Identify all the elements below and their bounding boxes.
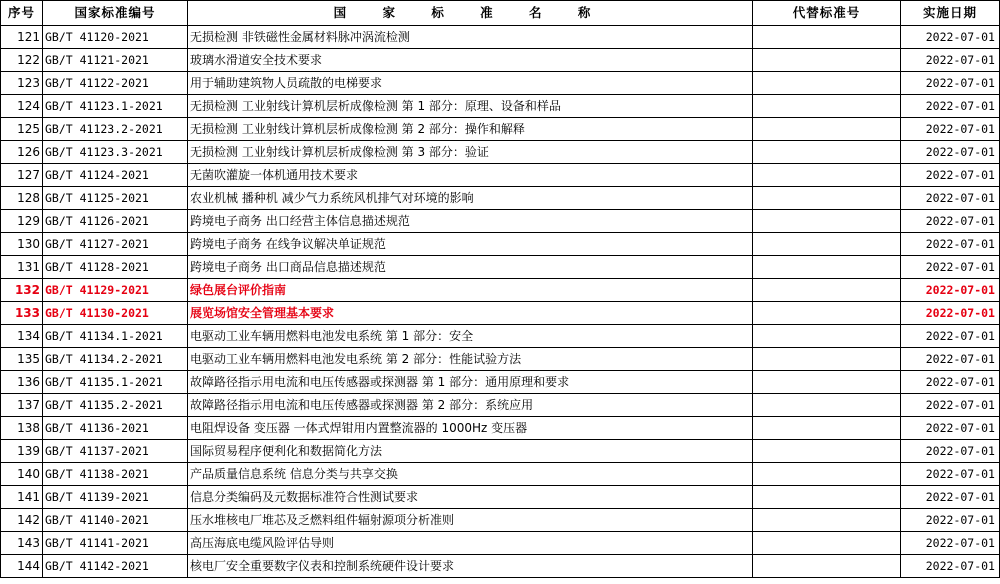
row-code: GB/T 41129-2021: [43, 279, 188, 302]
row-seq: 122: [1, 49, 43, 72]
row-date: 2022-07-01: [901, 141, 1000, 164]
row-date: 2022-07-01: [901, 463, 1000, 486]
row-code: GB/T 41140-2021: [43, 509, 188, 532]
row-date: 2022-07-01: [901, 49, 1000, 72]
row-seq: 133: [1, 302, 43, 325]
row-name: 跨境电子商务 出口商品信息描述规范: [188, 256, 753, 279]
row-replaced: [753, 509, 901, 532]
row-seq: 135: [1, 348, 43, 371]
row-replaced: [753, 26, 901, 49]
row-name: 产品质量信息系统 信息分类与共享交换: [188, 463, 753, 486]
row-name: 无菌吹灌旋一体机通用技术要求: [188, 164, 753, 187]
row-name: 无损检测 非铁磁性金属材料脉冲涡流检测: [188, 26, 753, 49]
row-code: GB/T 41135.1-2021: [43, 371, 188, 394]
row-code: GB/T 41134.1-2021: [43, 325, 188, 348]
row-seq: 123: [1, 72, 43, 95]
table-row: [1, 210, 1000, 233]
row-code: GB/T 41136-2021: [43, 417, 188, 440]
row-name: 无损检测 工业射线计算机层析成像检测 第 3 部分：验证: [188, 141, 753, 164]
row-seq: 139: [1, 440, 43, 463]
row-seq: 129: [1, 210, 43, 233]
row-replaced: [753, 95, 901, 118]
row-seq: 127: [1, 164, 43, 187]
row-replaced: [753, 187, 901, 210]
row-date: 2022-07-01: [901, 325, 1000, 348]
row-name: 跨境电子商务 在线争议解决单证规范: [188, 233, 753, 256]
row-name: 故障路径指示用电流和电压传感器或探测器 第 2 部分：系统应用: [188, 394, 753, 417]
row-date: 2022-07-01: [901, 233, 1000, 256]
row-name: 高压海底电缆风险评估导则: [188, 532, 753, 555]
row-date: 2022-07-01: [901, 210, 1000, 233]
row-date: 2022-07-01: [901, 279, 1000, 302]
row-date: 2022-07-01: [901, 394, 1000, 417]
row-code: GB/T 41123.1-2021: [43, 95, 188, 118]
table-row: [1, 555, 1000, 578]
row-name: 电驱动工业车辆用燃料电池发电系统 第 1 部分：安全: [188, 325, 753, 348]
header-replaced: 代替标准号: [753, 1, 901, 26]
table-row: [1, 26, 1000, 49]
row-name: 无损检测 工业射线计算机层析成像检测 第 1 部分：原理、设备和样品: [188, 95, 753, 118]
row-name: 绿色展台评价指南: [188, 279, 753, 302]
row-seq: 128: [1, 187, 43, 210]
row-replaced: [753, 279, 901, 302]
row-date: 2022-07-01: [901, 26, 1000, 49]
table-body: [1, 26, 1000, 578]
row-date: 2022-07-01: [901, 118, 1000, 141]
table-row: [1, 348, 1000, 371]
row-code: GB/T 41126-2021: [43, 210, 188, 233]
table-row: [1, 532, 1000, 555]
row-replaced: [753, 256, 901, 279]
row-date: 2022-07-01: [901, 164, 1000, 187]
row-seq: 131: [1, 256, 43, 279]
row-date: 2022-07-01: [901, 486, 1000, 509]
row-seq: 138: [1, 417, 43, 440]
table-row: [1, 72, 1000, 95]
row-code: GB/T 41139-2021: [43, 486, 188, 509]
header-date: 实施日期: [901, 1, 1000, 26]
row-date: 2022-07-01: [901, 302, 1000, 325]
row-code: GB/T 41142-2021: [43, 555, 188, 578]
row-replaced: [753, 348, 901, 371]
table-row: [1, 302, 1000, 325]
row-seq: 143: [1, 532, 43, 555]
row-name: 电阻焊设备 变压器 一体式焊钳用内置整流器的 1000Hz 变压器: [188, 417, 753, 440]
row-replaced: [753, 440, 901, 463]
row-code: GB/T 41123.2-2021: [43, 118, 188, 141]
header-code: 国家标准编号: [43, 1, 188, 26]
row-replaced: [753, 371, 901, 394]
row-code: GB/T 41127-2021: [43, 233, 188, 256]
row-seq: 130: [1, 233, 43, 256]
row-seq: 136: [1, 371, 43, 394]
row-replaced: [753, 325, 901, 348]
row-name: 跨境电子商务 出口经营主体信息描述规范: [188, 210, 753, 233]
row-seq: 141: [1, 486, 43, 509]
row-name: 用于辅助建筑物人员疏散的电梯要求: [188, 72, 753, 95]
row-name: 信息分类编码及元数据标准符合性测试要求: [188, 486, 753, 509]
row-replaced: [753, 210, 901, 233]
row-seq: 132: [1, 279, 43, 302]
row-name: 无损检测 工业射线计算机层析成像检测 第 2 部分：操作和解释: [188, 118, 753, 141]
row-seq: 125: [1, 118, 43, 141]
row-seq: 142: [1, 509, 43, 532]
row-code: GB/T 41138-2021: [43, 463, 188, 486]
table-row: [1, 49, 1000, 72]
row-replaced: [753, 463, 901, 486]
row-name: 故障路径指示用电流和电压传感器或探测器 第 1 部分：通用原理和要求: [188, 371, 753, 394]
row-date: 2022-07-01: [901, 95, 1000, 118]
table-header-row: [1, 1, 1000, 26]
table-row: [1, 118, 1000, 141]
table-row: [1, 486, 1000, 509]
row-replaced: [753, 394, 901, 417]
row-code: GB/T 41141-2021: [43, 532, 188, 555]
table-row: [1, 187, 1000, 210]
row-seq: 137: [1, 394, 43, 417]
row-date: 2022-07-01: [901, 509, 1000, 532]
row-seq: 144: [1, 555, 43, 578]
row-replaced: [753, 49, 901, 72]
table-row: [1, 164, 1000, 187]
table-row: [1, 371, 1000, 394]
row-code: GB/T 41125-2021: [43, 187, 188, 210]
row-seq: 121: [1, 26, 43, 49]
row-replaced: [753, 417, 901, 440]
row-replaced: [753, 233, 901, 256]
header-name: 国 家 标 准 名 称: [188, 1, 753, 26]
row-code: GB/T 41134.2-2021: [43, 348, 188, 371]
row-code: GB/T 41121-2021: [43, 49, 188, 72]
header-seq: 序号: [1, 1, 43, 26]
table-row: [1, 394, 1000, 417]
row-replaced: [753, 141, 901, 164]
row-replaced: [753, 486, 901, 509]
row-name: 国际贸易程序便利化和数据简化方法: [188, 440, 753, 463]
row-date: 2022-07-01: [901, 348, 1000, 371]
row-replaced: [753, 532, 901, 555]
row-name: 核电厂安全重要数字仪表和控制系统硬件设计要求: [188, 555, 753, 578]
row-code: GB/T 41124-2021: [43, 164, 188, 187]
table-row: [1, 417, 1000, 440]
table-row: [1, 509, 1000, 532]
row-date: 2022-07-01: [901, 555, 1000, 578]
row-date: 2022-07-01: [901, 187, 1000, 210]
row-name: 农业机械 播种机 减少气力系统风机排气对环境的影响: [188, 187, 753, 210]
table-row: [1, 463, 1000, 486]
row-seq: 124: [1, 95, 43, 118]
row-date: 2022-07-01: [901, 72, 1000, 95]
row-code: GB/T 41128-2021: [43, 256, 188, 279]
row-replaced: [753, 164, 901, 187]
table-row: [1, 256, 1000, 279]
table-row: [1, 279, 1000, 302]
row-name: 展览场馆安全管理基本要求: [188, 302, 753, 325]
row-code: GB/T 41130-2021: [43, 302, 188, 325]
row-date: 2022-07-01: [901, 256, 1000, 279]
row-code: GB/T 41120-2021: [43, 26, 188, 49]
row-name: 玻璃水滑道安全技术要求: [188, 49, 753, 72]
table-row: [1, 95, 1000, 118]
row-name: 电驱动工业车辆用燃料电池发电系统 第 2 部分：性能试验方法: [188, 348, 753, 371]
row-replaced: [753, 302, 901, 325]
row-name: 压水堆核电厂堆芯及乏燃料组件辐射源项分析准则: [188, 509, 753, 532]
row-date: 2022-07-01: [901, 532, 1000, 555]
row-code: GB/T 41137-2021: [43, 440, 188, 463]
row-replaced: [753, 118, 901, 141]
table-row: [1, 233, 1000, 256]
row-replaced: [753, 72, 901, 95]
row-code: GB/T 41122-2021: [43, 72, 188, 95]
row-code: GB/T 41123.3-2021: [43, 141, 188, 164]
row-seq: 134: [1, 325, 43, 348]
row-date: 2022-07-01: [901, 371, 1000, 394]
row-code: GB/T 41135.2-2021: [43, 394, 188, 417]
table-row: [1, 325, 1000, 348]
row-seq: 126: [1, 141, 43, 164]
row-date: 2022-07-01: [901, 440, 1000, 463]
table-row: [1, 141, 1000, 164]
row-replaced: [753, 555, 901, 578]
table-row: [1, 440, 1000, 463]
row-date: 2022-07-01: [901, 417, 1000, 440]
row-seq: 140: [1, 463, 43, 486]
